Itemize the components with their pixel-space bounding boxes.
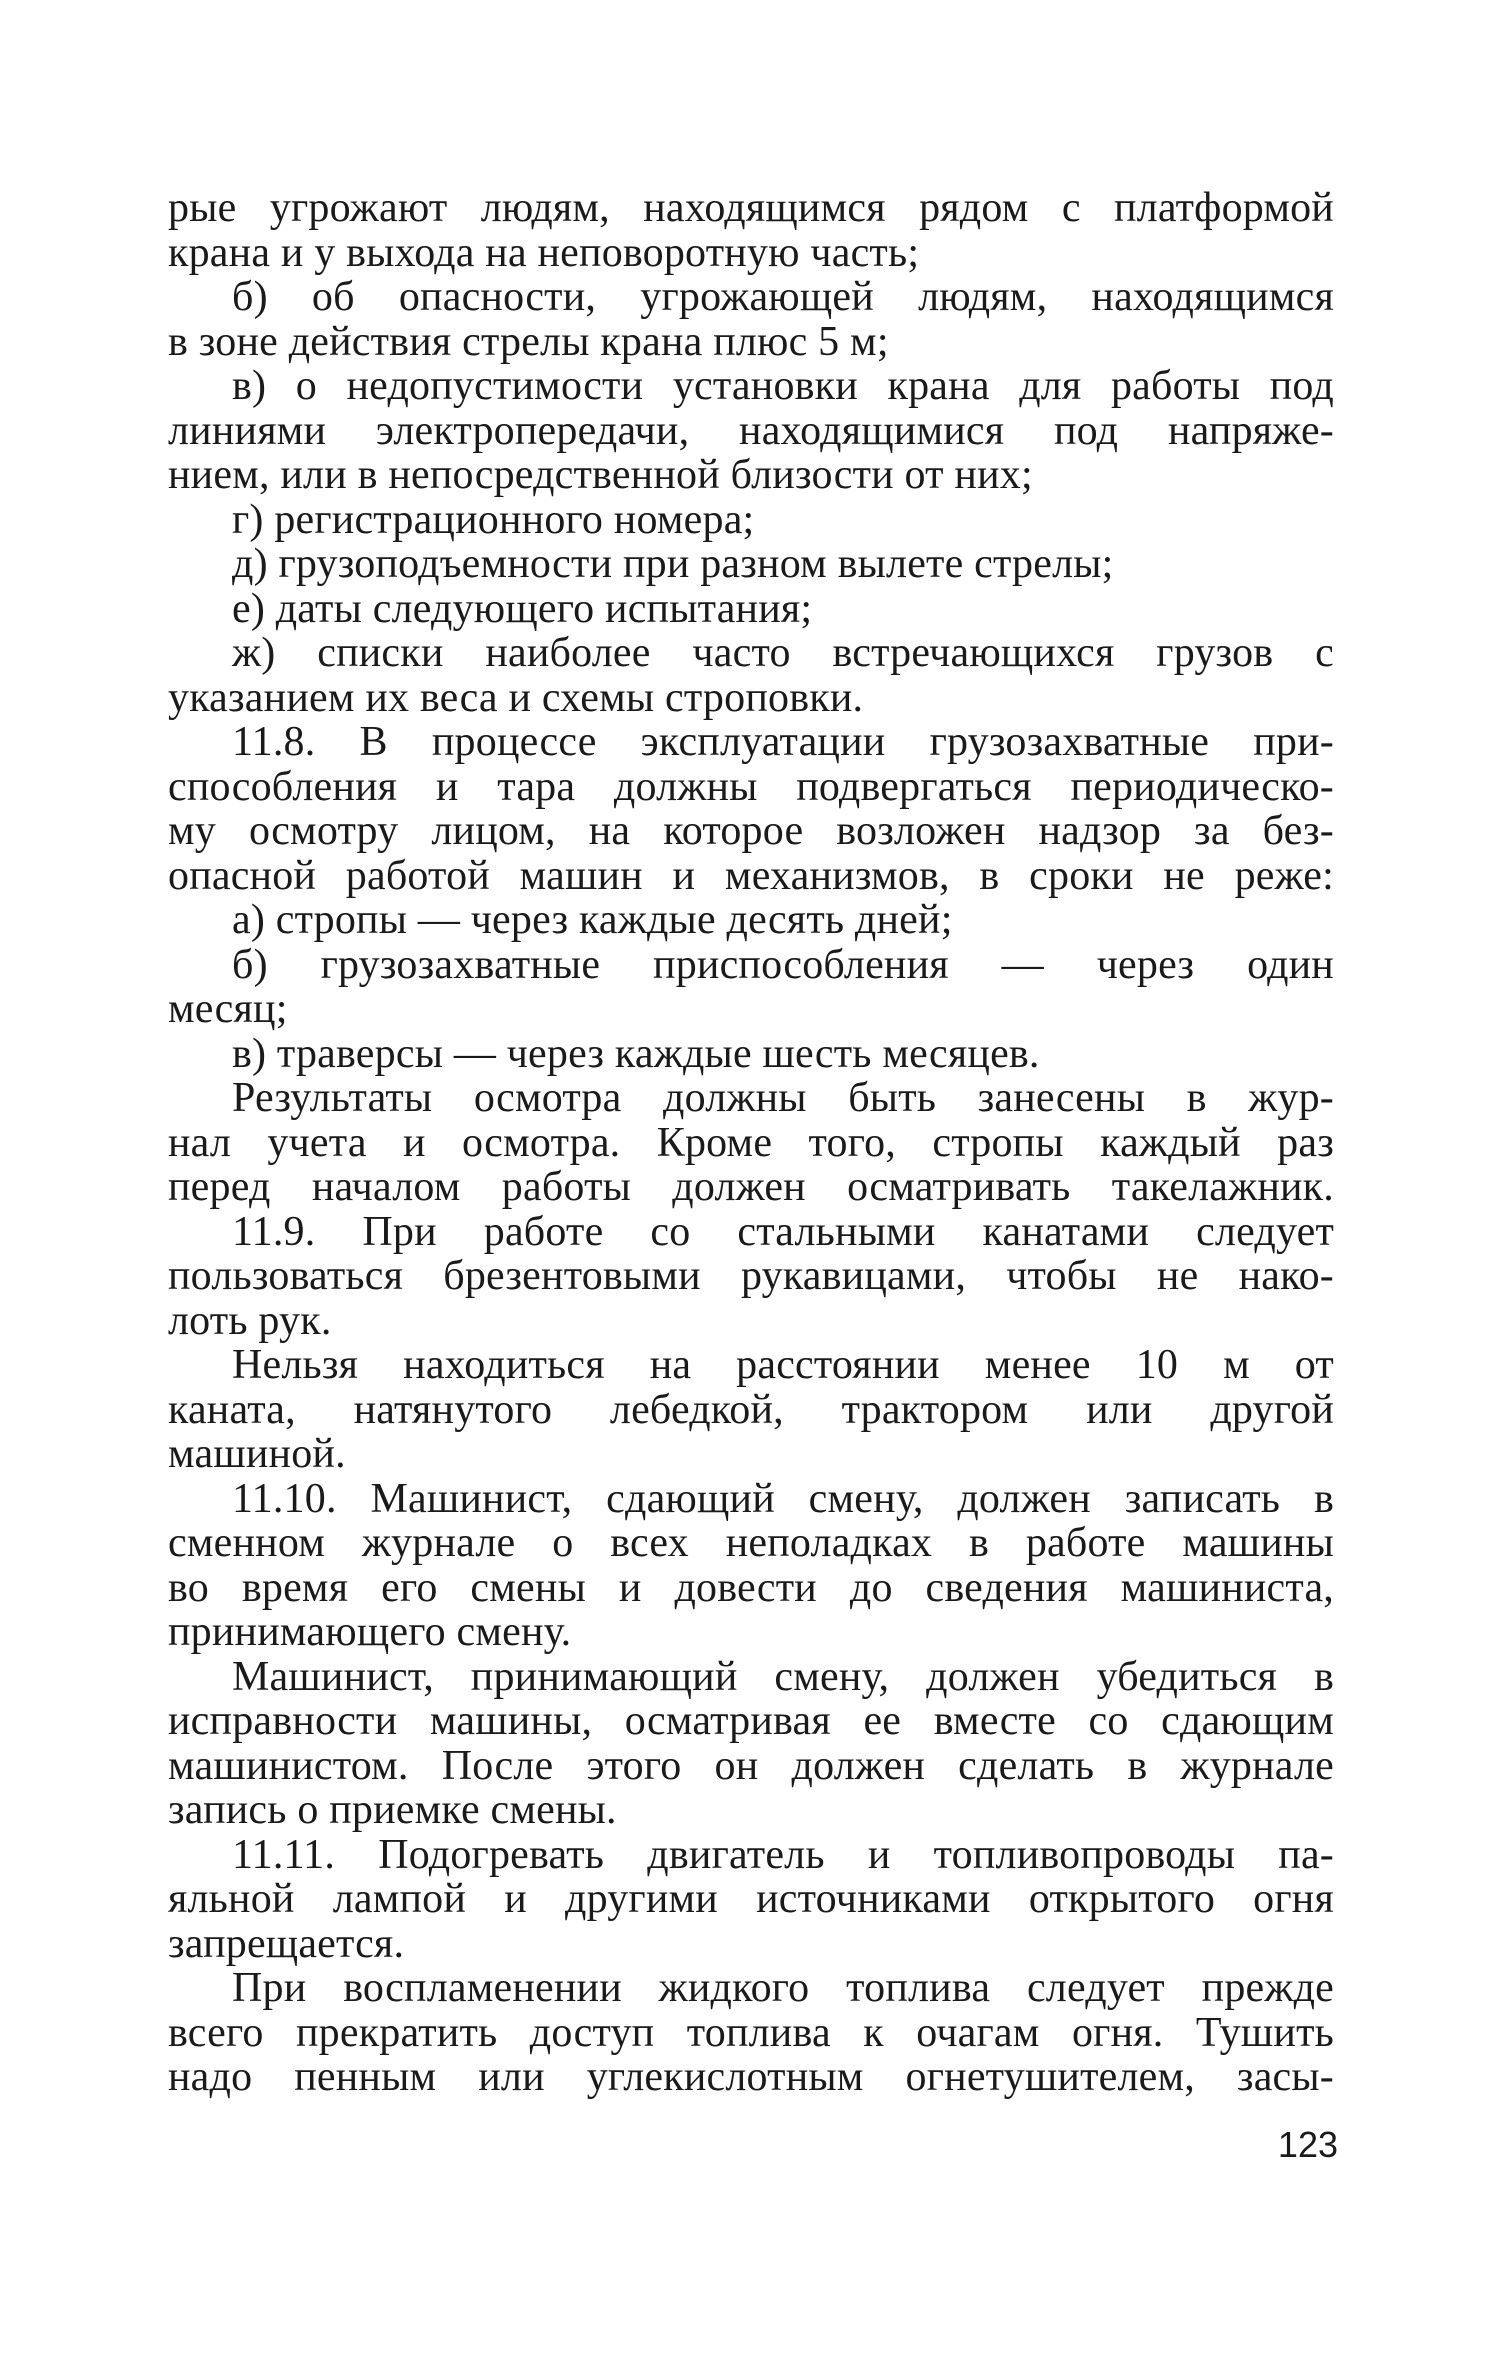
- text-line: в зоне действия стрелы крана плюс 5 м;: [168, 318, 889, 365]
- text-line: исправности машины, осматривая ее вместе со сдающим: [168, 1698, 1334, 1744]
- body-text: [168, 186, 1334, 2100]
- text-line: крана и у выхода на неповоротную часть;: [168, 229, 920, 276]
- text-line: Результаты осмотра должны быть занесены в жур-: [232, 1075, 1334, 1121]
- text-line: пользоваться брезентовыми рукавицами, чтобы не нако-: [168, 1253, 1334, 1299]
- text-line: принимающего смену.: [168, 1609, 572, 1655]
- text-line: При воспламенении жидкого топлива следует прежде: [232, 1965, 1334, 2011]
- text-line: рые угрожают людям, находящимся рядом с платформой: [168, 185, 1334, 231]
- text-line: нием, или в непосредственной близости от них;: [168, 452, 1033, 498]
- text-line: Машинист, принимающий смену, должен убедиться в: [232, 1653, 1334, 1700]
- text-line: линиями электропередачи, находящимися под напряже-: [168, 407, 1334, 454]
- text-line: 11.9. При работе со стальными канатами следует: [232, 1208, 1334, 1255]
- text-line: запись о приемке смены.: [168, 1787, 617, 1833]
- text-line: б) грузозахватные приспособления — через один: [232, 941, 1334, 988]
- text-line: му осмотру лицом, на которое возложен надзор за без-: [168, 808, 1334, 854]
- text-line: сменном журнале о всех неполадках в работе машины: [168, 1520, 1334, 1566]
- text-line: опасной работой машин и механизмов, в сроки не реже:: [168, 852, 1334, 899]
- text-line: б) об опасности, угрожающей людям, находящимся: [232, 274, 1334, 320]
- text-line: 11.10. Машинист, сдающий смену, должен записать в: [232, 1475, 1334, 1522]
- text-line: машиной.: [168, 1431, 346, 1477]
- text-line: способления и тара должны подвергаться периодическо-: [168, 763, 1334, 810]
- text-line: всего прекратить доступ топлива к очагам огня. Тушить: [168, 2009, 1334, 2056]
- text-line: Нельзя находиться на расстоянии менее 10 м от: [232, 1342, 1334, 1388]
- text-line: каната, натянутого лебедкой, трактором или другой: [168, 1386, 1334, 1433]
- text-line: нал учета и осмотра. Кроме того, стропы каждый раз: [168, 1119, 1334, 1166]
- text-line: д) грузоподъемности при разном вылете стрелы;: [232, 541, 1114, 587]
- text-line: надо пенным или углекислотным огнетушителем, засы-: [168, 2054, 1334, 2100]
- text-line: яльной лампой и другими источниками открытого огня: [168, 1876, 1334, 1922]
- text-line: во время его смены и довести до сведения машиниста,: [168, 1564, 1334, 1611]
- text-line: е) даты следующего испытания;: [232, 585, 813, 632]
- text-line: машинистом. После этого он должен сделать в журнале: [168, 1742, 1334, 1789]
- text-line: месяц;: [168, 986, 288, 1032]
- text-line: 11.11. Подогревать двигатель и топливопроводы па-: [232, 1831, 1334, 1878]
- text-line: 11.8. В процессе эксплуатации грузозахватные при-: [232, 719, 1334, 765]
- text-line: перед началом работы должен осматривать такелажник.: [168, 1164, 1334, 1210]
- text-line: в) о недопустимости установки крана для работы под: [232, 363, 1334, 409]
- text-line: г) регистрационного номера;: [232, 496, 755, 543]
- text-line: лоть рук.: [168, 1297, 332, 1344]
- text-line: ж) списки наиболее часто встречающихся грузов с: [232, 630, 1334, 676]
- text-line: в) траверсы — через каждые шесть месяцев.: [232, 1030, 1040, 1077]
- text-line: указанием их веса и схемы строповки.: [168, 674, 864, 721]
- text-line: запрещается.: [168, 1920, 405, 1967]
- page-number: 123: [1277, 2124, 1338, 2165]
- text-line: а) стропы — через каждые десять дней;: [232, 897, 953, 943]
